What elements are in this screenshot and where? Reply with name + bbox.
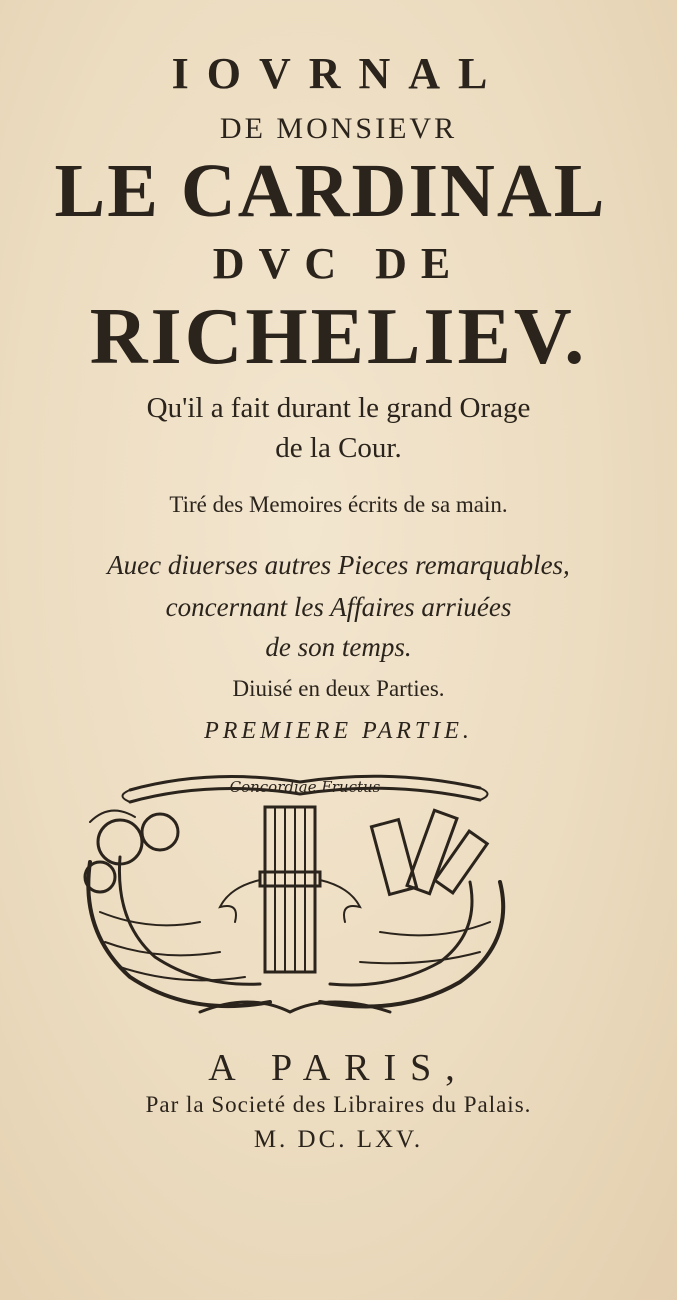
additions-line-1: Auec diuerses autres Pieces remarquables, (107, 550, 570, 580)
title-richelieu: RICHELIEV. (89, 293, 588, 381)
source-line: Tiré des Memoires écrits de sa main. (169, 492, 508, 517)
additions-line-2: concernant les Affaires arriuées (165, 592, 512, 622)
imprint-publisher: Par la Societé des Libraires du Palais. (145, 1092, 532, 1117)
title-journal: IOVRNAL (171, 49, 506, 98)
title-de-monsieur: DE MONSIEVR (219, 112, 458, 145)
cornucopia-fasces-vignette-icon (60, 762, 530, 1037)
imprint-place: A PARIS, (208, 1047, 469, 1089)
title-duc-de: DVC DE (212, 239, 465, 288)
vignette-motto: Concordiae Fructus (229, 778, 381, 796)
division-line: Diuisé en deux Parties. (232, 676, 445, 701)
subtitle-line-1: Qu'il a fait durant le grand Orage (146, 392, 531, 424)
title-le-cardinal: LE CARDINAL (54, 149, 607, 233)
subtitle-line-2: de la Cour. (275, 432, 402, 464)
additions-line-3: de son temps. (265, 632, 412, 662)
imprint-date: M. DC. LXV. (253, 1126, 424, 1153)
part-line: PREMIERE PARTIE. (204, 718, 473, 744)
